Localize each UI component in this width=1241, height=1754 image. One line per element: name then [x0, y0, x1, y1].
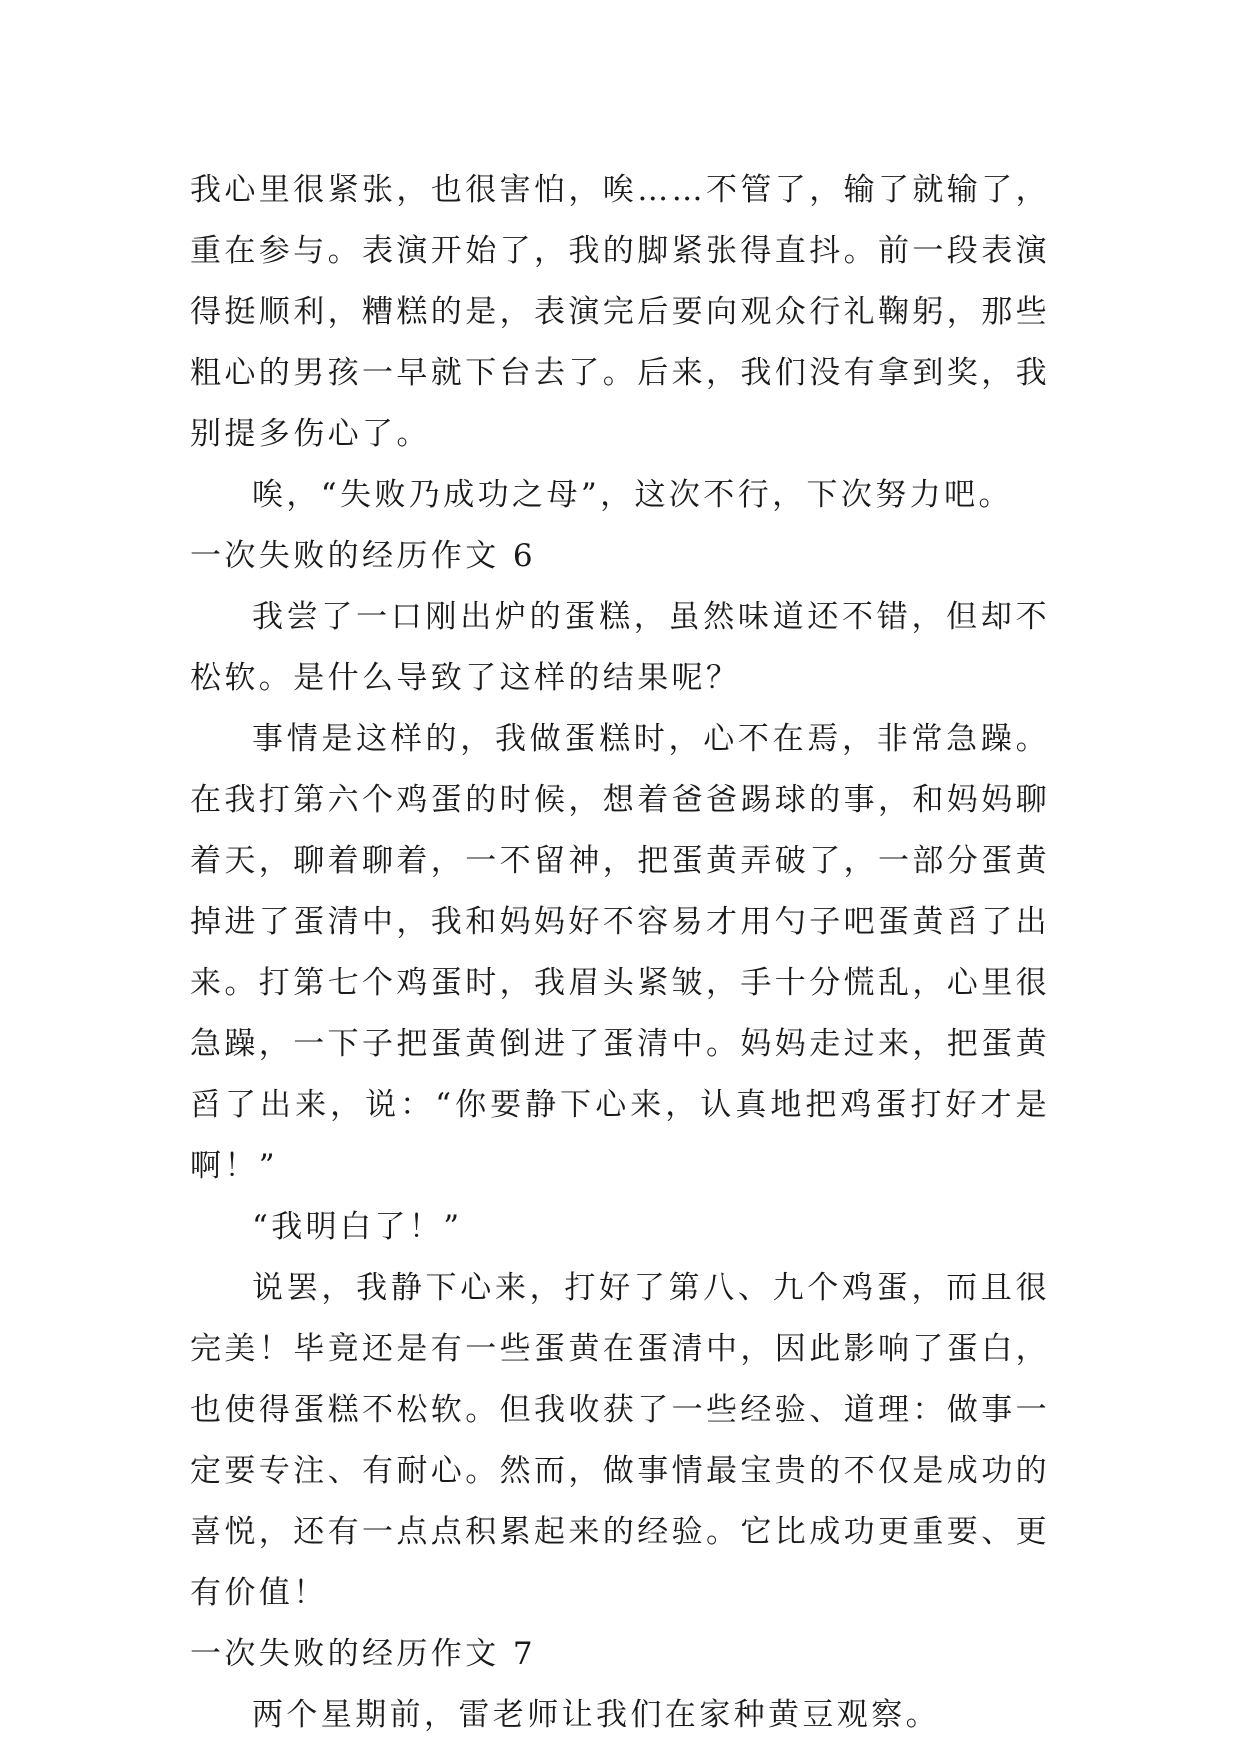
paragraph-cake-eggs: 事情是这样的，我做蛋糕时，心不在焉，非常急躁。在我打第六个鸡蛋的时候，想着爸爸踢球的事，和妈妈聊着天，聊着聊着，一不留神，把蛋黄弄破了，一部分蛋黄掉进了蛋清中，我和妈妈好不容易才用勺子吧蛋黄舀了出来。打第七个鸡蛋时，我眉头紧皱，手十分慌乱，心里很急躁，一下子把蛋黄倒进了蛋清中。妈妈走过来，把蛋黄舀了出来，说：“你要静下心来，认真地把鸡蛋打好才是啊！” — [190, 721, 1050, 1184]
paragraph-lesson: 说罢，我静下心来，打好了第八、九个鸡蛋，而且很完美！毕竟还是有一些蛋黄在蛋清中，因此影响了蛋白，也使得蛋糕不松软。但我收获了一些经验、道理：做事一定要专注、有耐心。然而，做事情最宝贵的不仅是成功的喜悦，还有一点点积累起来的经验。它比成功更重要、更有价值！ — [190, 1270, 1050, 1611]
paragraph-soybeans: 两个星期前，雷老师让我们在家种黄豆观察。 — [252, 1697, 940, 1733]
essay-heading-6: 一次失败的经历作文 6 — [190, 538, 536, 574]
essay-heading-7: 一次失败的经历作文 7 — [190, 1636, 536, 1672]
paragraph-failure-mother: 唉，“失败乃成功之母”，这次不行，下次努力吧。 — [252, 477, 1013, 513]
paragraph-cake-taste: 我尝了一口刚出炉的蛋糕，虽然味道还不错，但却不松软。是什么导致了这样的结果呢？ — [190, 599, 1050, 696]
paragraph-performance: 我心里很紧张，也很害怕，唉……不管了，输了就输了，重在参与。表演开始了，我的脚紧张得直抖。前一段表演得挺顺利，糟糕的是，表演完后要向观众行礼鞠躬，那些粗心的男孩一早就下台去了。后来，我们没有拿到奖，我别提多伤心了。 — [190, 172, 1050, 452]
document-page — [190, 160, 1050, 1746]
paragraph-understood: “我明白了！” — [252, 1209, 463, 1245]
